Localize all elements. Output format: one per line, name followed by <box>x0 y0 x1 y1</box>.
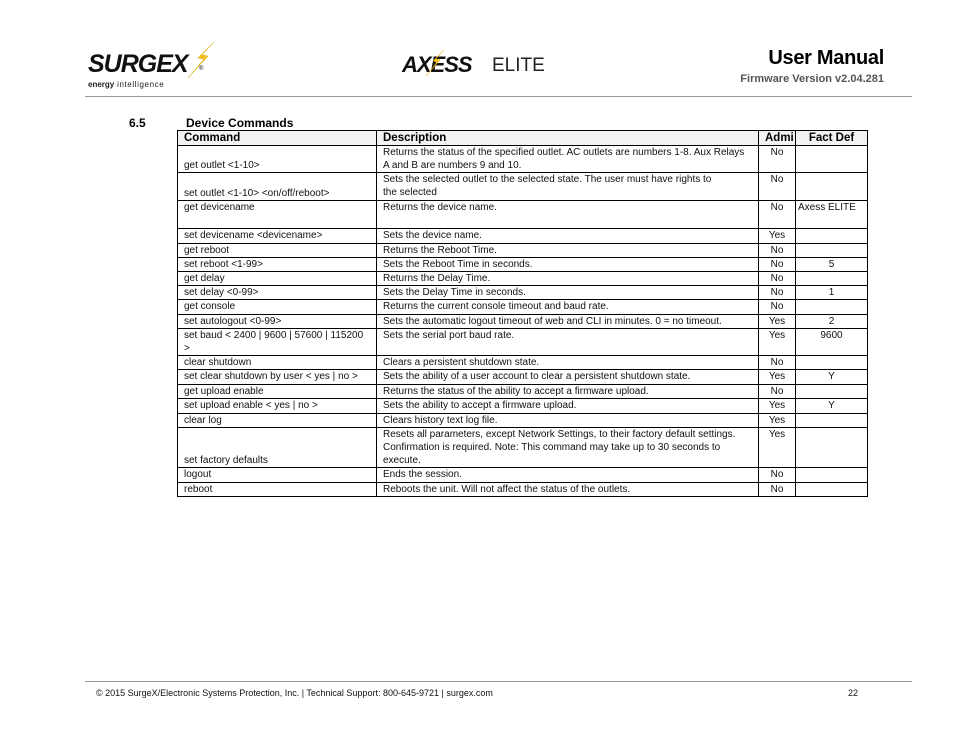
cell-admin: Yes <box>759 229 796 244</box>
table-row <box>178 229 868 244</box>
cell-description <box>377 201 759 229</box>
cell-admin: No <box>759 468 796 483</box>
cell-command: get devicename <box>178 201 377 229</box>
table-row <box>178 201 868 229</box>
cell-command: set delay <0-99> <box>178 286 377 300</box>
cell-command: set baud < 2400 | 9600 | 57600 | 115200 > <box>178 329 377 356</box>
cell-command: set clear shutdown by user < yes | no > <box>178 370 377 385</box>
registered-mark-icon: ® <box>199 66 204 72</box>
cell-description <box>377 428 759 468</box>
cell-factory-default <box>796 414 868 428</box>
cell-admin: Yes <box>759 329 796 356</box>
axess-logo-text: AXESS <box>402 52 472 77</box>
cell-command: set factory defaults <box>178 428 377 468</box>
cell-factory-default <box>796 146 868 173</box>
cell-command: clear shutdown <box>178 356 377 370</box>
cell-description <box>377 414 759 428</box>
cell-factory-default: Y <box>796 370 868 385</box>
axess-elite-logo <box>402 52 545 82</box>
cell-admin: Yes <box>759 370 796 385</box>
cell-admin: No <box>759 272 796 286</box>
cell-factory-default <box>796 385 868 399</box>
cell-factory-default <box>796 483 868 497</box>
cell-description <box>377 370 759 385</box>
column-header-factory-default: Fact Def <box>796 131 868 146</box>
cell-description <box>377 286 759 300</box>
description-line: the selected <box>383 187 437 198</box>
lightning-bolt-icon <box>424 50 446 76</box>
cell-factory-default <box>796 244 868 258</box>
description-line: Sets the Delay Time in seconds. <box>383 287 526 298</box>
page-number: 22 <box>848 688 859 698</box>
header-divider <box>85 96 912 97</box>
device-commands-table <box>177 130 868 497</box>
description-line: Returns the status of the ability to accept a firmware upload. <box>383 386 649 397</box>
cell-description <box>377 173 759 201</box>
cell-description <box>377 258 759 272</box>
cell-command: set devicename <devicename> <box>178 229 377 244</box>
cell-admin: No <box>759 286 796 300</box>
table-header-row <box>178 131 868 146</box>
cell-description <box>377 272 759 286</box>
section-title: Device Commands <box>186 116 294 130</box>
cell-admin: No <box>759 173 796 201</box>
cell-admin: No <box>759 146 796 173</box>
cell-factory-default: 2 <box>796 315 868 329</box>
description-line: Sets the ability to accept a firmware upload. <box>383 400 577 411</box>
cell-description <box>377 229 759 244</box>
cell-command: set reboot <1-99> <box>178 258 377 272</box>
table-row <box>178 329 868 356</box>
table-row <box>178 315 868 329</box>
cell-admin: No <box>759 385 796 399</box>
cell-command: reboot <box>178 483 377 497</box>
table-row <box>178 468 868 483</box>
cell-description <box>377 146 759 173</box>
page-title: User Manual <box>768 47 884 69</box>
column-header-command: Command <box>178 131 377 146</box>
cell-admin: No <box>759 201 796 229</box>
cell-factory-default <box>796 173 868 201</box>
table-row <box>178 356 868 370</box>
description-line: A and B are numbers 9 and 10. <box>383 160 522 171</box>
cell-admin: Yes <box>759 428 796 468</box>
cell-command: set upload enable < yes | no > <box>178 399 377 414</box>
cell-command: get upload enable <box>178 385 377 399</box>
surgex-logo-text: SURGEX <box>88 50 188 78</box>
column-header-admin: Admi <box>759 131 796 146</box>
table-row <box>178 146 868 173</box>
description-line: Resets all parameters, except Network Settings, to their factory default settings. <box>383 429 736 440</box>
description-line: Clears a persistent shutdown state. <box>383 357 540 368</box>
table-row <box>178 385 868 399</box>
footer-text: © 2015 SurgeX/Electronic Systems Protection, Inc. | Technical Support: 800-645-9721 | surgex.com <box>96 688 493 698</box>
cell-description <box>377 399 759 414</box>
cell-command: get outlet <1-10> <box>178 146 377 173</box>
description-line: Sets the Reboot Time in seconds. <box>383 259 533 270</box>
cell-description <box>377 356 759 370</box>
cell-admin: No <box>759 300 796 315</box>
cell-command: clear log <box>178 414 377 428</box>
footer-divider <box>85 681 912 682</box>
table-row <box>178 370 868 385</box>
cell-factory-default: Y <box>796 399 868 414</box>
cell-admin: No <box>759 244 796 258</box>
description-line: Sets the automatic logout timeout of web and CLI in minutes. 0 = no timeout. <box>383 316 722 327</box>
lightning-bolt-icon <box>184 42 218 78</box>
cell-factory-default <box>796 229 868 244</box>
cell-description <box>377 244 759 258</box>
cell-admin: No <box>759 356 796 370</box>
column-header-description: Description <box>377 131 759 146</box>
description-line: Returns the status of the specified outlet. AC outlets are numbers 1-8. Aux Relays <box>383 147 745 158</box>
surgex-tagline: energy intelligence <box>88 80 165 89</box>
description-line: Returns the current console timeout and baud rate. <box>383 301 609 312</box>
description-line: Returns the Delay Time. <box>383 273 491 284</box>
cell-factory-default: 5 <box>796 258 868 272</box>
firmware-version: Firmware Version v2.04.281 <box>740 73 884 85</box>
cell-description <box>377 329 759 356</box>
cell-description <box>377 468 759 483</box>
cell-command: set autologout <0-99> <box>178 315 377 329</box>
table-row <box>178 258 868 272</box>
description-line: Confirmation is required. Note: This command may take up to 30 seconds to execute. <box>383 442 721 466</box>
table-row <box>178 173 868 201</box>
description-line: Ends the session. <box>383 469 462 480</box>
cell-admin: Yes <box>759 399 796 414</box>
description-line: Sets the selected outlet to the selected state. The user must have rights to <box>383 174 712 185</box>
cell-admin: No <box>759 483 796 497</box>
cell-factory-default <box>796 272 868 286</box>
cell-factory-default <box>796 468 868 483</box>
cell-description <box>377 483 759 497</box>
cell-command: get reboot <box>178 244 377 258</box>
description-line: Sets the ability of a user account to clear a persistent shutdown state. <box>383 371 691 382</box>
cell-admin: No <box>759 258 796 272</box>
table-row <box>178 300 868 315</box>
cell-description <box>377 300 759 315</box>
cell-admin: Yes <box>759 315 796 329</box>
description-line: Returns the device name. <box>383 202 497 213</box>
surgex-logo <box>88 42 223 92</box>
cell-admin: Yes <box>759 414 796 428</box>
description-line: Reboots the unit. Will not affect the status of the outlets. <box>383 484 631 495</box>
section-number: 6.5 <box>129 116 146 130</box>
description-line: Sets the serial port baud rate. <box>383 330 515 341</box>
cell-command: get delay <box>178 272 377 286</box>
cell-factory-default: 9600 <box>796 329 868 356</box>
cell-factory-default <box>796 300 868 315</box>
table-row <box>178 414 868 428</box>
cell-description <box>377 315 759 329</box>
page-header <box>0 0 954 100</box>
table-row <box>178 244 868 258</box>
table-row <box>178 428 868 468</box>
cell-factory-default: Axess ELITE <box>796 201 868 229</box>
elite-logo-text: ELITE <box>492 55 545 76</box>
cell-factory-default: 1 <box>796 286 868 300</box>
cell-command: set outlet <1-10> <on/off/reboot> <box>178 173 377 201</box>
table-row <box>178 483 868 497</box>
table-row <box>178 272 868 286</box>
cell-command: get console <box>178 300 377 315</box>
cell-command: logout <box>178 468 377 483</box>
description-line: Returns the Reboot Time. <box>383 245 497 256</box>
cell-factory-default <box>796 356 868 370</box>
cell-factory-default <box>796 428 868 468</box>
table-row <box>178 286 868 300</box>
description-line: Clears history text log file. <box>383 415 498 426</box>
table-row <box>178 399 868 414</box>
cell-description <box>377 385 759 399</box>
description-line: Sets the device name. <box>383 230 482 241</box>
